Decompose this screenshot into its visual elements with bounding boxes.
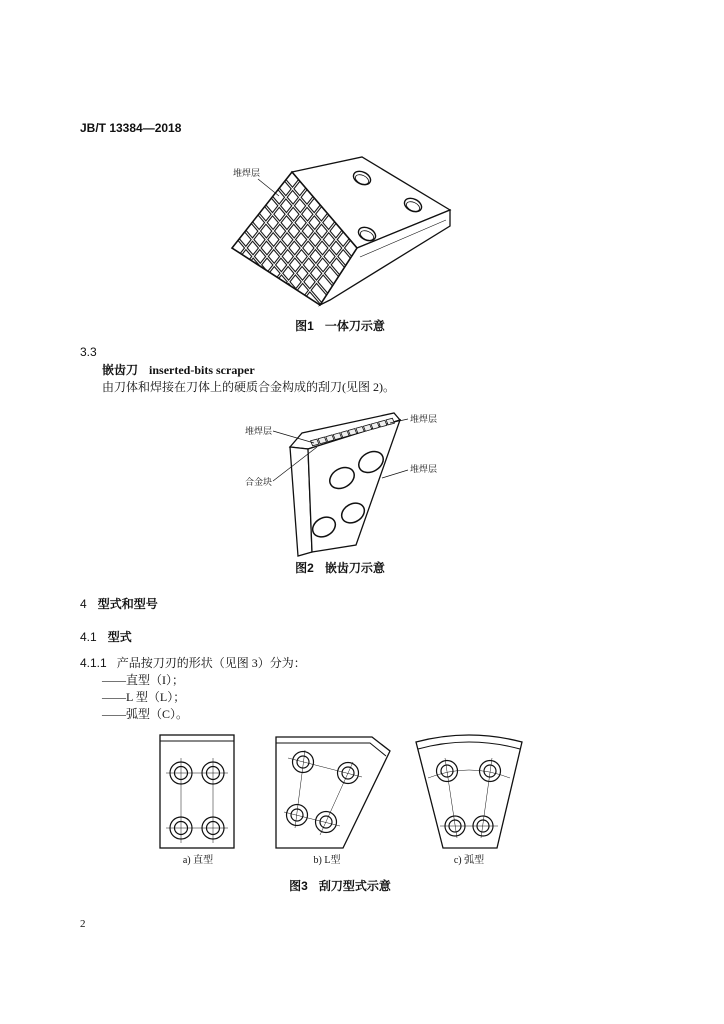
figure-number: 图3 xyxy=(289,879,308,893)
subsection-title: 型式 xyxy=(107,630,132,644)
callout-weld-layer: 堆焊层 xyxy=(233,168,261,178)
blade-outline xyxy=(416,735,522,848)
blade-outline xyxy=(276,737,390,848)
callout-weld-layer-left: 堆焊层 xyxy=(245,426,273,436)
figure-title: 一体刀示意 xyxy=(324,319,385,333)
figure-3-caption xyxy=(80,878,600,895)
section-title: 型式和型号 xyxy=(97,597,158,611)
figure-2-drawing xyxy=(238,405,448,563)
standard-number-header: JB/T 13384—2018 xyxy=(80,121,182,135)
clause-number: 3.3 xyxy=(80,345,97,359)
figure-1-caption xyxy=(80,318,600,335)
figure-1-drawing xyxy=(220,150,470,315)
figure-title: 刮刀型式示意 xyxy=(318,879,391,893)
figure-number: 图2 xyxy=(295,561,314,575)
subsection-number: 4.1 xyxy=(80,630,97,644)
section-heading xyxy=(80,596,158,613)
term-heading xyxy=(102,362,255,379)
figure-number: 图1 xyxy=(295,319,314,333)
subfigure-label: c) 弧型 xyxy=(453,855,485,866)
figure-2-caption xyxy=(80,560,600,577)
callout-alloy-block: 合金块 xyxy=(245,477,273,487)
callout-leader-line xyxy=(382,470,408,478)
callout-weld-layer-right: 堆焊层 xyxy=(410,464,438,474)
blade-outline xyxy=(160,735,234,848)
page-number: 2 xyxy=(80,918,86,930)
callout-leader-line xyxy=(258,179,279,196)
term-definition: 由刀体和焊接在刀体上的硬质合金构成的刮刀(见图 2)。 xyxy=(102,380,395,394)
list-item: ——直型（I）； xyxy=(102,673,184,687)
subsection-heading xyxy=(80,629,132,646)
subfigure-a-straight-blade xyxy=(160,735,234,848)
figure-3-drawing xyxy=(150,726,535,852)
subfigure-label: b) L型 xyxy=(313,855,341,866)
subfigure-c-arc-blade xyxy=(416,735,522,848)
section-number: 4 xyxy=(80,597,87,611)
clause-4-1-1 xyxy=(80,655,306,672)
alloy-bit xyxy=(386,418,394,425)
clause-number: 4.1.1 xyxy=(80,656,107,670)
list-item: ——L 型（L）； xyxy=(102,690,186,704)
subfigure-b-l-type-blade xyxy=(276,737,390,848)
term-chinese: 嵌齿刀 xyxy=(102,363,139,377)
alloy-bit xyxy=(318,437,326,444)
list-item: ——弧型（C）。 xyxy=(102,707,189,721)
subfigure-label: a) 直型 xyxy=(182,855,214,866)
clause-text: 产品按刀刃的形状（见图 3）分为： xyxy=(116,656,306,670)
figure-title: 嵌齿刀示意 xyxy=(324,561,385,575)
term-english: inserted-bits scraper xyxy=(149,363,255,377)
alloy-bit xyxy=(379,420,387,427)
callout-weld-layer-top-right: 堆焊层 xyxy=(410,414,438,424)
